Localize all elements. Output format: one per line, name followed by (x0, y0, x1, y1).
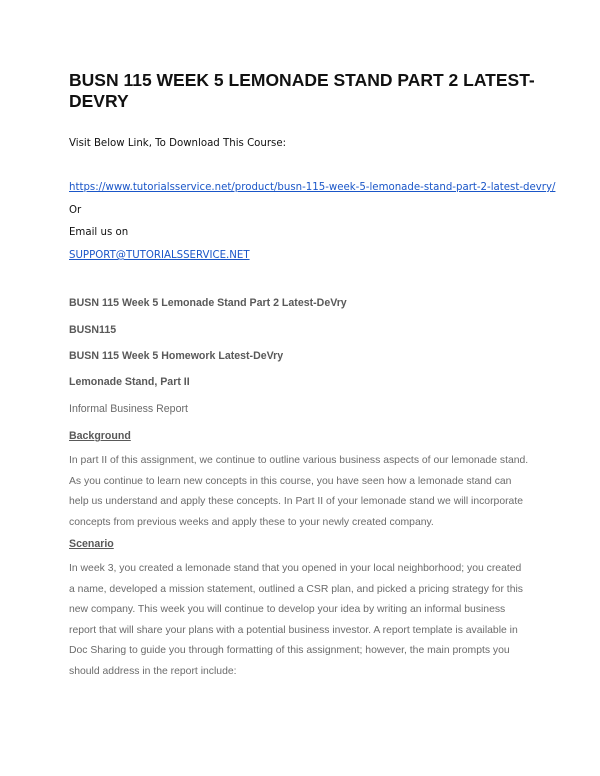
support-email-link[interactable]: SUPPORT@TUTORIALSSERVICE.NET (69, 250, 250, 261)
report-subtitle: Informal Business Report (69, 403, 188, 415)
or-text: Or (69, 205, 82, 216)
background-heading: Background (69, 430, 131, 442)
scenario-heading: Scenario (69, 538, 114, 550)
course-code: BUSN115 (69, 324, 117, 336)
email-label: Email us on (69, 227, 129, 238)
homework-heading: BUSN 115 Week 5 Homework Latest-DeVry (69, 350, 284, 362)
assignment-heading: Lemonade Stand, Part II (69, 376, 190, 388)
course-download-link[interactable]: https://www.tutorialsservice.net/product/busn-115-week-5-lemonade-stand-part-2-latest-devry/ (69, 182, 556, 193)
course-heading: BUSN 115 Week 5 Lemonade Stand Part 2 Latest-DeVry (69, 297, 347, 309)
document-title: BUSN 115 WEEK 5 LEMONADE STAND PART 2 LATEST-DEVRY (69, 70, 535, 111)
visit-instruction: Visit Below Link, To Download This Course: (69, 138, 287, 149)
scenario-paragraph: In week 3, you created a lemonade stand that you opened in your local neighborhood; you created a name, developed a mission statement, outlined a CSR plan, and picked a pricing strategy for this new company. This week you will continue to develop your idea by writing an informal business report that will share your plans with a potential business investor. A report template is available in Doc Sharing to guide you through formatting of this assignment; however, the main prompts you should address in the report include: (69, 563, 523, 677)
background-paragraph: In part II of this assignment, we continue to outline various business aspects of our lemonade stand. As you continue to learn new concepts in this course, you have seen how a lemonade stand can help us understand and apply these concepts. In Part II of your lemonade stand we will incorporate concepts from previous weeks and apply these to your newly created company. (69, 455, 529, 528)
